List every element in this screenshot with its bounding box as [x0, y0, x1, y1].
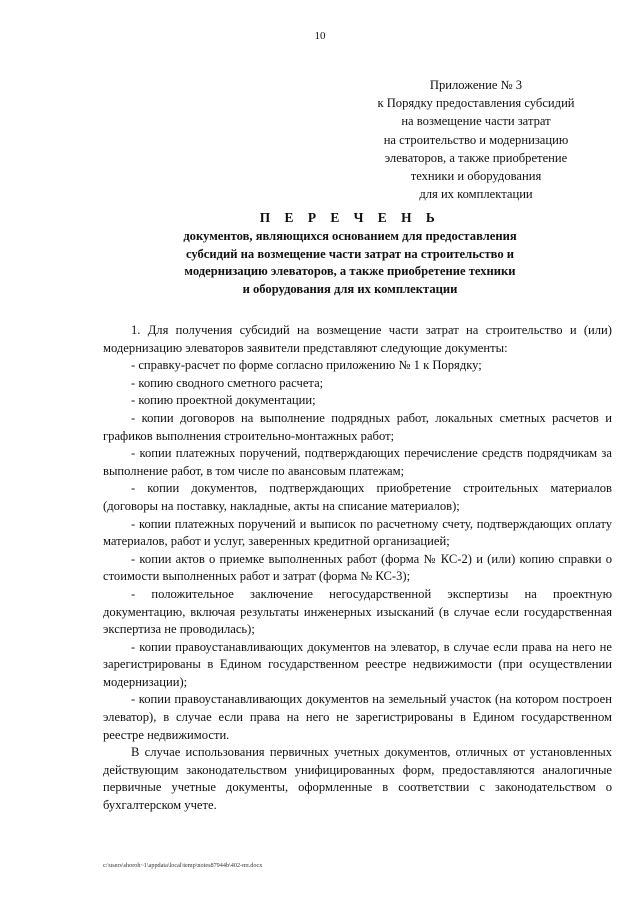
appendix-line: Приложение № 3: [429, 78, 523, 92]
appendix-line: элеваторов, а также приобретение: [384, 150, 568, 165]
document-subtitle: [100, 228, 600, 298]
subtitle-line: и оборудования для их комплектации: [242, 281, 458, 296]
list-item: - копию проектной документации;: [131, 393, 316, 408]
appendix-header: [340, 76, 612, 203]
appendix-line: к Порядку предоставления субсидий: [377, 96, 575, 111]
list-item: - копии правоустанавливающих документов на элеватор, в случае если права на него не зарегистрированы в Едином государственном реестре недвижимости (при осуществлении модернизации);: [103, 639, 612, 689]
subtitle-line: субсидий на возмещение части затрат на строительство и: [185, 246, 515, 261]
document-body: [103, 322, 612, 815]
page-number: 10: [314, 30, 326, 42]
list-item: - копии актов о приемке выполненных работ (форма № КС-2) и (или) копию справки о стоимости выполненных работ и затрат (форма № КС-3);: [103, 551, 612, 584]
list-item: - копии договоров на выполнение подрядных работ, локальных сметных расчетов и графиков выполнения строительно-монтажных работ;: [103, 410, 612, 443]
appendix-line: на строительство и модернизацию: [383, 132, 569, 147]
appendix-line: на возмещение части затрат: [401, 114, 551, 129]
list-item: - копии правоустанавливающих документов на земельный участок (на котором построен элеватор), в случае если права на него не зарегистрированы в Едином государственном реестре недвижимости.: [103, 692, 612, 742]
paragraph: В случае использования первичных учетных документов, отличных от установленных действующим законодательством унифицированных форм, предоставляются аналогичные первичные учетные документы, оформленные в соответствии с законодательством о бухгалтерском учете.: [103, 745, 612, 813]
subtitle-line: модернизацию элеваторов, а также приобретение техники: [184, 264, 516, 279]
list-item: - копии документов, подтверждающих приобретение строительных материалов (договоры на поставку, накладные, акты на списание материалов);: [103, 481, 612, 513]
appendix-line: для их комплектации: [419, 187, 533, 202]
list-item: - копию сводного сметного расчета;: [131, 375, 324, 390]
subtitle-line: документов, являющихся основанием для предоставления: [183, 229, 517, 243]
list-item: - справку-расчет по форме согласно приложению № 1 к Порядку;: [131, 358, 482, 373]
paragraph: 1. Для получения субсидий на возмещение части затрат на строительство и (или) модернизацию элеваторов заявители представляют следующие документы:: [103, 323, 612, 355]
list-item: - положительное заключение негосударственной экспертизы на проектную документацию, включая результаты инженерных изысканий (в случае если государственная экспертиза не проводилась);: [103, 586, 612, 637]
list-item: - копии платежных поручений и выписок по расчетному счету, подтверждающих оплату материалов, работ и услуг, заверенных кредитной организацией;: [103, 516, 612, 549]
appendix-line: техники и оборудования: [410, 169, 542, 184]
footer-file-path: c:\users\shoroh~1\appdata\local\temp\notes87944b\402-пп.docx: [103, 862, 263, 869]
document-title: П Е Р Е Ч Е Н Ь: [259, 210, 441, 225]
document-heading: [100, 210, 600, 298]
list-item: - копии платежных поручений, подтверждающих перечисление средств подрядчикам за выполнение работ, в том числе по авансовым платежам;: [103, 446, 612, 478]
